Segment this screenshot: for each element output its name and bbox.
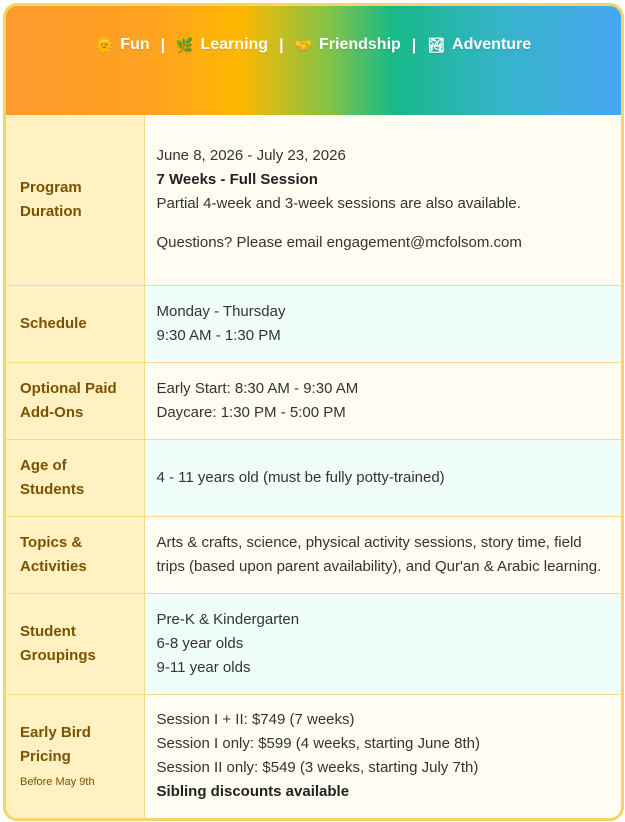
separator: | [411,36,417,54]
separator: | [160,36,166,54]
tag-adventure [427,36,531,54]
topics-line: Arts & crafts, science, physical activity sessions, story time, field [156,533,582,551]
separator: | [279,36,284,54]
price-item: Session II only: $549 (3 weeks, starting July 7th) [156,759,479,777]
label-line: Early Bird [20,724,91,742]
label-schedule [6,285,144,362]
header-banner [6,6,621,115]
label-line: Topics & [20,533,83,551]
row-addons [6,362,621,439]
contact-email-line: Questions? Please email engagement@mcfolsom.com [156,234,522,252]
value-student-groupings [144,593,621,694]
label-line: Duration [20,202,82,220]
label-program-duration [6,115,144,285]
value-optional-addons [144,362,621,439]
label-line: Age of [20,456,67,474]
tag-label: Fun [120,36,150,53]
group-item: Pre-K & Kindergarten [156,610,300,628]
value-topics-activities [144,516,621,593]
row-schedule [6,285,621,362]
tag-friendship [295,36,401,54]
label-line: Students [20,480,85,498]
session-length: 7 Weeks - Full Session [156,171,318,189]
label-line: Schedule [20,314,87,332]
label-line: Add-Ons [20,403,84,421]
label-line: Groupings [20,646,96,664]
label-line: Student [20,622,76,640]
label-student-groupings [6,593,144,694]
topics-line: trips (based upon parent availability), and Qur'an & Arabic learning. [156,557,602,575]
early-start: Early Start: 8:30 AM - 9:30 AM [156,379,359,397]
program-details-table [6,115,621,818]
price-item: Session I + II: $749 (7 weeks) [156,711,355,729]
value-program-duration [144,115,621,285]
label-age-of-students [6,439,144,516]
landscape-icon: 🏞 [427,36,446,53]
program-card [3,3,624,821]
label-line: Optional Paid [20,379,117,397]
age-range: 4 - 11 years old (must be fully potty-trained) [156,468,445,486]
value-schedule [144,285,621,362]
tag-fun [96,36,150,54]
tag-label: Learning [200,36,269,53]
daycare: Daycare: 1:30 PM - 5:00 PM [156,403,346,421]
group-item: 6-8 year olds [156,634,244,652]
row-age [6,439,621,516]
tag-label: Adventure [452,36,532,53]
schedule-days: Monday - Thursday [156,302,286,320]
label-optional-addons [6,362,144,439]
banner-tagline [96,36,531,55]
tag-learning [176,36,268,54]
program-dates: June 8, 2026 - July 23, 2026 [156,147,346,165]
schedule-hours: 9:30 AM - 1:30 PM [156,326,281,344]
early-bird-deadline: Before May 9th [20,776,95,789]
label-line: Program [20,178,82,196]
label-line: Pricing [20,748,71,766]
row-duration [6,115,621,285]
spacer [157,216,622,231]
value-age-of-students [144,439,621,516]
label-line: Activities [20,557,87,575]
value-early-bird-pricing [144,694,621,818]
sun-icon: 🌞 [95,36,114,53]
handshake-icon: 🤝 [294,36,312,53]
partial-sessions-note: Partial 4-week and 3-week sessions are also available. [156,195,521,213]
label-topics-activities [6,516,144,593]
label-early-bird-pricing [6,694,144,818]
row-groupings [6,593,621,694]
row-pricing [6,694,621,818]
herb-icon: 🌿 [176,36,194,53]
sibling-discount: Sibling discounts available [156,783,350,801]
group-item: 9-11 year olds [156,658,251,676]
row-topics [6,516,621,593]
tag-label: Friendship [319,36,401,53]
price-item: Session I only: $599 (4 weeks, starting June 8th) [156,735,481,753]
